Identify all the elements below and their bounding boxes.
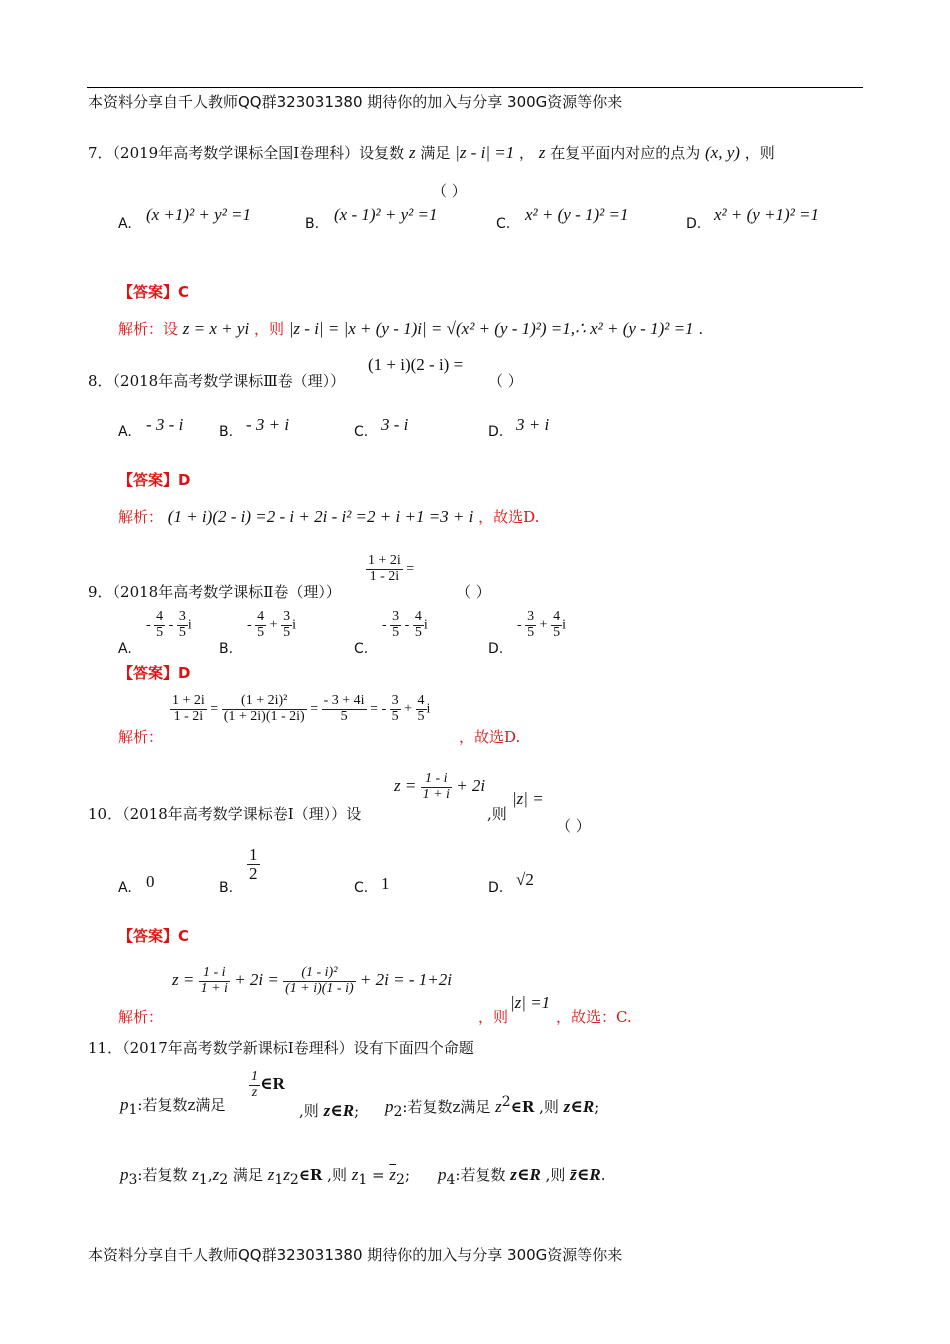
q11-stem: 11．（2017年高考数学新课标Ⅰ卷理科）设有下面四个命题	[88, 1039, 474, 1057]
q9-option-b-label: B.	[219, 641, 234, 657]
q8-stem: 8．（2018年高考数学课标Ⅲ卷（理））	[88, 372, 346, 390]
q11-p4-cond: z∈R	[510, 1165, 541, 1184]
q10-option-c-label: C.	[354, 880, 369, 896]
q8-option-b-label: B.	[219, 424, 234, 440]
q7-answer: 【答案】C	[118, 283, 190, 301]
q7-option-a-label: A.	[118, 216, 132, 232]
q8-option-d: 3 + i	[516, 415, 550, 434]
q7-stem: 7．（2019年高考数学课标全国Ⅰ卷理科）设复数 z 满足 |z - i| =1 ， z 在复平面内对应的点为 (x, y) ，则	[88, 143, 775, 162]
q11-p3-text: :若复数	[137, 1166, 188, 1184]
q8-paren: （ ）	[488, 372, 523, 390]
q8-option-a: - 3 - i	[146, 415, 184, 434]
q9-option-c-label: C.	[354, 641, 369, 657]
q10-option-b: $\frac{1}{2}$	[249, 845, 258, 883]
q11-p1-text: :若复数z满足	[137, 1096, 226, 1114]
q7-option-c: x² + (y - 1)² =1	[525, 205, 629, 224]
q11-p1-cond: $\frac{1}{z}$ ∈R	[251, 1069, 285, 1100]
q10-abs: |z| =	[512, 789, 544, 808]
q7-option-a: (x +1)² + y² =1	[146, 205, 252, 224]
q8-analysis	[118, 506, 539, 527]
q11-p3-then: ,则	[327, 1166, 347, 1184]
q7-option-d: x² + (y +1)² =1	[714, 205, 820, 224]
q9-paren: （ ）	[456, 583, 491, 601]
q11-p4-res: z̄∈R	[570, 1165, 601, 1184]
q9-option-a-label: A.	[118, 641, 132, 657]
q11-p2: $p_2$:若复数z满足 $z^2\in R$ ,则 z∈R;	[385, 1094, 600, 1120]
q11-p1-then-text: ,则	[299, 1102, 319, 1120]
q7-stem-text: 7．（2019年高考数学课标全国Ⅰ卷理科）设复数	[88, 144, 405, 162]
q7-option-c-label: C.	[496, 216, 511, 232]
q7-mid2: 在复平面内对应的点为	[550, 144, 701, 162]
page-header: 本资料分享自千人教师QQ群323031380 期待你的加入与分享 300G资源等你来	[88, 93, 623, 111]
q9-expr: $\frac{1 + 2i}{1 - 2i}$ =	[368, 553, 415, 584]
q10-paren: （ ）	[556, 817, 591, 835]
q7-cond: |z - i| =1	[455, 143, 515, 162]
q11-p4: $p_4$:若复数 z∈R ,则 z̄∈R.	[438, 1165, 606, 1188]
q10-expr: z = $\frac{1 - i}{1 + i}$ + 2i	[394, 771, 486, 802]
q7-analysis-label: 解析：设	[118, 320, 179, 338]
q7-option-b: (x - 1)² + y² =1	[334, 205, 438, 224]
q7-cond-pre: 满足	[420, 144, 451, 162]
q9-option-d-label: D.	[488, 641, 504, 657]
page-footer: 本资料分享自千人教师QQ群323031380 期待你的加入与分享 300G资源等你来	[88, 1246, 623, 1264]
q7-analysis-expr2: |z - i| = |x + (y - 1)i| = √(x² + (y - 1)²) =1,∴ x² + (y - 1)² =1	[288, 319, 694, 338]
q8-answer: 【答案】D	[118, 471, 191, 489]
q9-option-d: - $\frac{3}{5}$ + $\frac{4}{5}$ i	[517, 609, 566, 640]
q7-paren: （ ）	[432, 182, 467, 200]
q11-p4-text: :若复数	[455, 1166, 506, 1184]
q9-stem: 9．（2018年高考数学课标Ⅱ卷（理））	[88, 583, 341, 601]
q11-p2-text: :若复数z满足	[402, 1098, 491, 1116]
q10-analysis-abs: |z| =1	[510, 993, 551, 1012]
q8-option-a-label: A.	[118, 424, 132, 440]
q11-p3: $p_3$:若复数 $z_1,z_2$ 满足 $z_1z_2\in R$ ,则 $z_1 = \overline{z}_2$;	[120, 1165, 410, 1188]
q7-analysis-mid: ，则	[253, 320, 284, 338]
q11-p2-res: z∈R	[563, 1097, 595, 1116]
q10-option-a: 0	[146, 872, 155, 891]
q7-analysis	[118, 318, 703, 339]
q7-mid: ，	[519, 144, 535, 162]
q8-analysis-end: ，故选D.	[478, 508, 540, 526]
q9-answer: 【答案】D	[118, 664, 191, 682]
q10-then: ,则	[487, 805, 507, 823]
q10-option-d: √2	[516, 870, 534, 889]
q8-analysis-label: 解析：	[118, 508, 164, 526]
q8-expr: (1 + i)(2 - i) =	[368, 355, 464, 374]
q10-option-a-label: A.	[118, 880, 132, 896]
q10-analysis-end: ，故选：C.	[556, 1008, 632, 1026]
q10-option-b-label: B.	[219, 880, 234, 896]
q10-option-c: 1	[381, 874, 390, 893]
q7-option-d-label: D.	[686, 216, 702, 232]
q10-stem: 10．（2018年高考数学课标卷Ⅰ（理））设	[88, 805, 362, 823]
q10-analysis-expr: z = $\frac{1 - i}{1 + i}$ + 2i = $\frac{\text{(1 - i)²}}{(1 + i)(1 - i)}$ + 2i = - 1+2i	[172, 965, 452, 996]
q7-point: (x, y)	[705, 143, 740, 162]
header-rule	[87, 87, 863, 88]
q10-option-d-label: D.	[488, 880, 504, 896]
q11-p1: $p_1$:若复数z满足	[120, 1095, 226, 1118]
q9-option-c: - $\frac{3}{5}$ - $\frac{4}{5}$ i	[382, 609, 428, 640]
q9-analysis-label: 解析：	[118, 728, 164, 746]
q8-option-c: 3 - i	[381, 415, 409, 434]
q8-option-c-label: C.	[354, 424, 369, 440]
q10-analysis-label: 解析：	[118, 1008, 164, 1026]
q10-answer: 【答案】C	[118, 927, 190, 945]
q7-analysis-expr1: z = x + yi	[182, 319, 250, 338]
q10-analysis-mid: ，则	[478, 1008, 509, 1026]
q7-analysis-end: .	[698, 320, 704, 338]
q9-analysis-end: ，故选D.	[459, 728, 521, 746]
q11-p3-mid: 满足	[232, 1166, 263, 1184]
q9-option-b: - $\frac{4}{5}$ + $\frac{3}{5}$ i	[247, 609, 296, 640]
q9-analysis-expr: $\frac{1 + 2i}{1 - 2i}$ = $\frac{\text{(1 + 2i)²}}{(1 + 2i)(1 - 2i)}$ = $\frac{- 3 + 4i}{5}$ = - $\frac{3}{5}$ + $\frac{4}{5}$ i	[172, 693, 431, 724]
q9-option-a: - $\frac{4}{5}$ - $\frac{3}{5}$ i	[146, 609, 192, 640]
q11-p1-res: z∈R	[323, 1101, 355, 1120]
q11-p1-then: ,则 z∈R;	[299, 1101, 360, 1120]
q7-option-b-label: B.	[305, 216, 320, 232]
q8-analysis-expr: (1 + i)(2 - i) =2 - i + 2i - i² =2 + i +1 =3 + i	[167, 507, 474, 526]
q8-option-b: - 3 + i	[246, 415, 290, 434]
q11-p2-then: ,则	[539, 1098, 559, 1116]
q11-p4-then: ,则	[545, 1166, 566, 1184]
q7-end: ，则	[744, 144, 775, 162]
q8-option-d-label: D.	[488, 424, 504, 440]
